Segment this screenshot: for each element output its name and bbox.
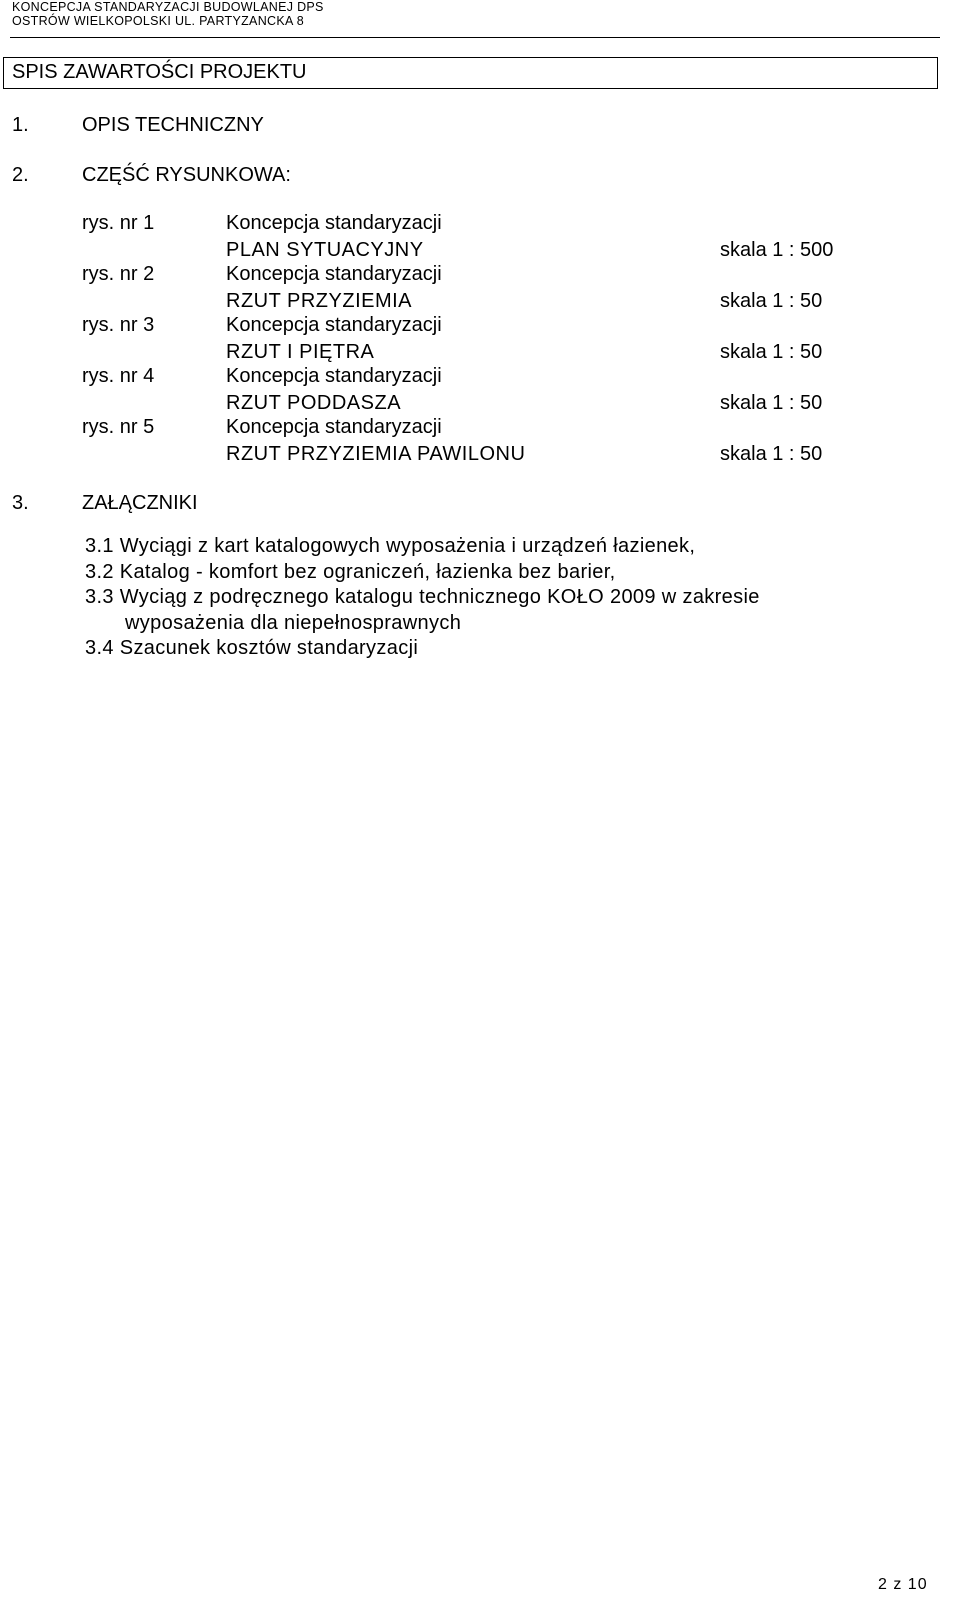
attachment-list (85, 534, 945, 662)
page-title: SPIS ZAWARTOŚCI PROJEKTU (12, 61, 307, 83)
page-header (12, 0, 324, 28)
header-line-2: OSTRÓW WIELKOPOLSKI UL. PARTYZANCKA 8 (12, 14, 304, 28)
drawing-concept: Koncepcja standaryzacji (226, 263, 442, 285)
section-number: 3. (12, 492, 29, 514)
drawing-row (0, 208, 960, 259)
drawing-scale: skala 1 : 50 (720, 443, 823, 465)
drawing-name: RZUT PRZYZIEMIA (226, 290, 413, 312)
section-number: 2. (12, 164, 29, 186)
drawing-row (0, 259, 960, 310)
drawing-label: rys. nr 3 (82, 314, 155, 336)
drawing-row (0, 412, 960, 463)
attachment-text: 3.1 Wyciągi z kart katalogowych wyposażenia i urządzeń łazienek, (85, 535, 696, 557)
drawing-row (0, 361, 960, 412)
page-number: 2 z 10 (878, 1576, 928, 1593)
drawing-scale: skala 1 : 500 (720, 239, 834, 261)
attachment-item (85, 636, 945, 662)
header-divider (10, 37, 940, 38)
drawing-list (0, 208, 960, 463)
drawing-name: RZUT I PIĘTRA (226, 341, 375, 363)
drawing-label: rys. nr 1 (82, 212, 155, 234)
drawing-concept: Koncepcja standaryzacji (226, 365, 442, 387)
attachment-continuation: wyposażenia dla niepełnosprawnych (125, 611, 462, 634)
attachment-text: 3.3 Wyciąg z podręcznego katalogu technicznego KOŁO 2009 w zakresie (85, 586, 760, 608)
section-label: CZĘŚĆ RYSUNKOWA: (82, 164, 291, 186)
drawing-name: RZUT PRZYZIEMIA PAWILONU (226, 443, 526, 465)
drawing-row (0, 310, 960, 361)
section-label: ZAŁĄCZNIKI (82, 492, 198, 514)
drawing-scale: skala 1 : 50 (720, 290, 823, 312)
drawing-name: RZUT PODDASZA (226, 392, 402, 414)
drawing-label: rys. nr 5 (82, 416, 155, 438)
drawing-name: PLAN SYTUACYJNY (226, 239, 424, 261)
header-line-1: KONCEPCJA STANDARYZACJI BUDOWLANEJ DPS (12, 0, 324, 14)
section-label: OPIS TECHNICZNY (82, 114, 264, 136)
drawing-scale: skala 1 : 50 (720, 392, 823, 414)
drawing-concept: Koncepcja standaryzacji (226, 212, 442, 234)
attachment-text: 3.4 Szacunek kosztów standaryzacji (85, 637, 419, 659)
drawing-concept: Koncepcja standaryzacji (226, 416, 442, 438)
attachment-text: 3.2 Katalog - komfort bez ograniczeń, łazienka bez barier, (85, 560, 616, 583)
attachment-item (85, 534, 945, 560)
drawing-concept: Koncepcja standaryzacji (226, 314, 442, 336)
drawing-scale: skala 1 : 50 (720, 341, 823, 363)
attachment-item (85, 560, 945, 586)
drawing-label: rys. nr 2 (82, 263, 155, 285)
section-number: 1. (12, 114, 29, 136)
drawing-label: rys. nr 4 (82, 365, 155, 387)
attachment-item (85, 585, 945, 636)
